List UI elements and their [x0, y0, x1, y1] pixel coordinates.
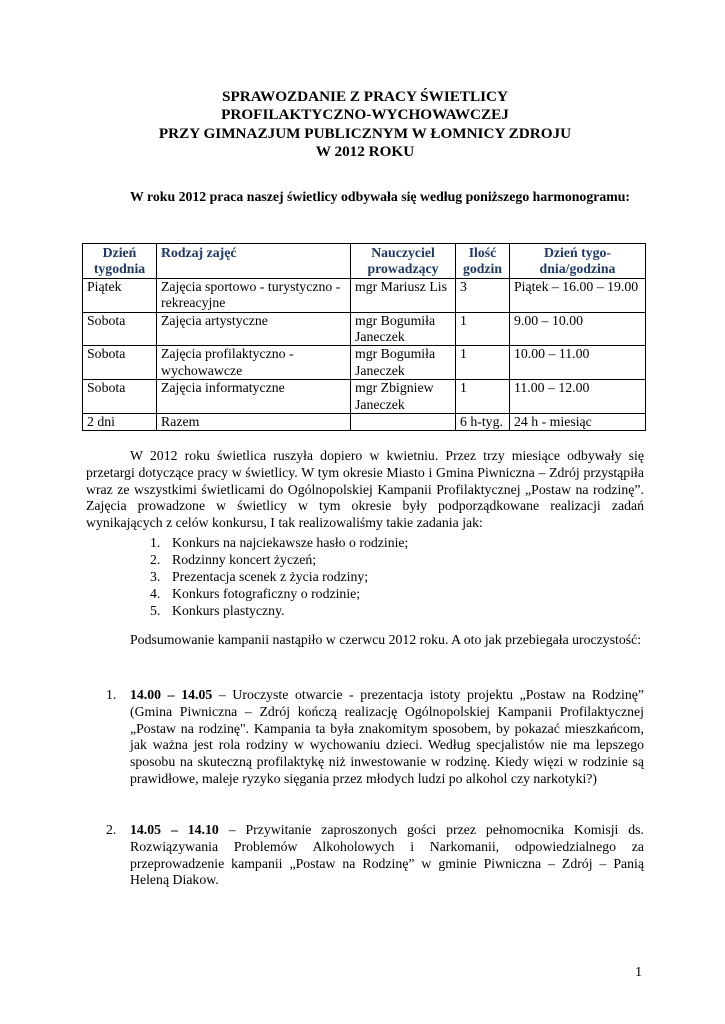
table-row — [83, 312, 646, 346]
cell-teacher: mgr Bogumiła Janeczek — [351, 312, 456, 346]
page-number: 1 — [635, 964, 642, 979]
list-number: 5. — [150, 603, 161, 618]
list-text: Rodzinny koncert życzeń; — [172, 552, 317, 567]
cell-day: Sobota — [83, 380, 157, 414]
cell-day: Sobota — [83, 312, 157, 346]
body-paragraph-2: Podsumowanie kampanii nastąpiło w czerwcu 2012 roku. A oto jak przebiegała uroczystość: — [130, 632, 642, 647]
table-row — [83, 278, 646, 312]
program-item-1 — [106, 687, 644, 788]
table-row — [83, 346, 646, 380]
cell-hours: 1 — [456, 312, 510, 346]
list-text: Konkurs fotograficzny o rodzinie; — [172, 586, 361, 601]
cell-hours: 6 h-tyg. — [456, 414, 510, 431]
list-number: 1. — [150, 535, 161, 550]
cell-activity: Razem — [157, 414, 351, 431]
schedule-header-row — [83, 244, 646, 279]
cell-day: 2 dni — [83, 414, 157, 431]
table-row — [83, 380, 646, 414]
title-line-4: W 2012 ROKU — [315, 143, 415, 161]
header-day-time: Dzień tygo-dnia/godzina — [510, 244, 646, 279]
cell-day: Piątek — [83, 278, 157, 312]
cell-activity: Zajęcia profilaktyczno - wychowawcze — [157, 346, 351, 380]
list-number: 4. — [150, 586, 161, 601]
cell-activity: Zajęcia artystyczne — [157, 312, 351, 346]
cell-day-time: 10.00 – 11.00 — [510, 346, 646, 380]
table-row-total — [83, 414, 646, 431]
cell-day-time: 9.00 – 10.00 — [510, 312, 646, 346]
program-item-2 — [106, 822, 644, 889]
list-number: 3. — [150, 569, 161, 584]
header-teacher: Nauczyciel prowadzący — [351, 244, 456, 279]
list-item — [150, 568, 630, 585]
schedule-table — [82, 243, 646, 431]
body-paragraph-1: W 2012 roku świetlica ruszyła dopiero w kwietniu. Przez trzy miesiące odbywały się przetargi dotyczące pracy w świetlicy. W tym okresie Miasto i Gmina Piwniczna – Zdrój przystąpiła wraz ze wszystkimi świetlicami do Ogólnopolskiej Kampanii Profilaktycznej „Postaw na rodzinę”. Zajęcia prowadzone w świetlicy w tym okresie były podporządkowane realizacji zadań wynikających z celów konkursu, I tak realizowaliśmy takie zadania jak: — [86, 448, 644, 531]
cell-teacher: mgr Bogumiła Janeczek — [351, 346, 456, 380]
list-text: Konkurs na najciekawsze hasło o rodzinie; — [172, 535, 409, 550]
cell-day-time: Piątek – 16.00 – 19.00 — [510, 278, 646, 312]
program-text: – Uroczyste otwarcie - prezentacja istoty projektu „Postaw na Rodzinę” (Gmina Piwniczna – Zdrój kończą realizację Ogólnopolskiej Kampanii Profilaktycznej „Postaw na rodzinę". Kampania ta była znakomitym sposobem, by pokazać mieszkańcom, jak ważna jest rola rodziny w wychowaniu dzieci. Według specjalistów nie ma lepszego sposobu na skuteczną profilaktykę niż inwestowanie w rodzinę. Kiedy więzi w rodzinie są prawidłowe, maleje ryzyko sięgania przez młodych ludzi po alkohol czy narkotyki?) — [130, 687, 644, 786]
program-time: 14.00 – 14.05 — [130, 687, 213, 702]
title-line-3: PRZY GIMNAZJUM PUBLICZNYM W ŁOMNICY ZDROJU — [158, 124, 572, 142]
list-text: Konkurs plastyczny. — [172, 603, 285, 618]
cell-hours: 1 — [456, 380, 510, 414]
cell-activity: Zajęcia informatyczne — [157, 380, 351, 414]
cell-activity: Zajęcia sportowo - turystyczno - rekreacyjne — [157, 278, 351, 312]
program-time: 14.05 – 14.10 — [130, 822, 219, 837]
list-item — [150, 602, 630, 619]
cell-hours: 1 — [456, 346, 510, 380]
cell-day-time: 24 h - miesiąc — [510, 414, 646, 431]
header-activity: Rodzaj zajęć — [157, 244, 351, 279]
program-number: 1. — [106, 687, 117, 702]
program-text: – Przywitanie zaproszonych gości przez pełnomocnika Komisji ds. Rozwiązywania Problemów Alkoholowych i Narkomanii, odpowiedzialnego za przeprowadzenie kampanii „Postaw na Rodzinę” w gminie Piwniczna – Zdrój – Panią Heleną Diakow. — [130, 822, 644, 888]
list-number: 2. — [150, 552, 161, 567]
cell-teacher — [351, 414, 456, 431]
list-item — [150, 534, 630, 551]
title-line-2: PROFILAKTYCZNO-WYCHOWAWCZEJ — [221, 106, 509, 124]
program-number: 2. — [106, 822, 117, 837]
list-text: Prezentacja scenek z życia rodziny; — [172, 569, 369, 584]
list-item — [150, 585, 630, 602]
cell-hours: 3 — [456, 278, 510, 312]
intro-paragraph: W roku 2012 praca naszej świetlicy odbywała się według poniższego harmonogramu: — [130, 189, 631, 204]
cell-day: Sobota — [83, 346, 157, 380]
list-item — [150, 551, 630, 568]
cell-teacher: mgr Mariusz Lis — [351, 278, 456, 312]
header-hours: Ilość godzin — [456, 244, 510, 279]
title-line-1: SPRAWOZDANIE Z PRACY ŚWIETLICY — [222, 88, 508, 105]
cell-teacher: mgr Zbigniew Janeczek — [351, 380, 456, 414]
report-title — [86, 88, 644, 162]
cell-day-time: 11.00 – 12.00 — [510, 380, 646, 414]
header-day: Dzień tygodnia — [83, 244, 157, 279]
contest-list — [150, 534, 630, 619]
